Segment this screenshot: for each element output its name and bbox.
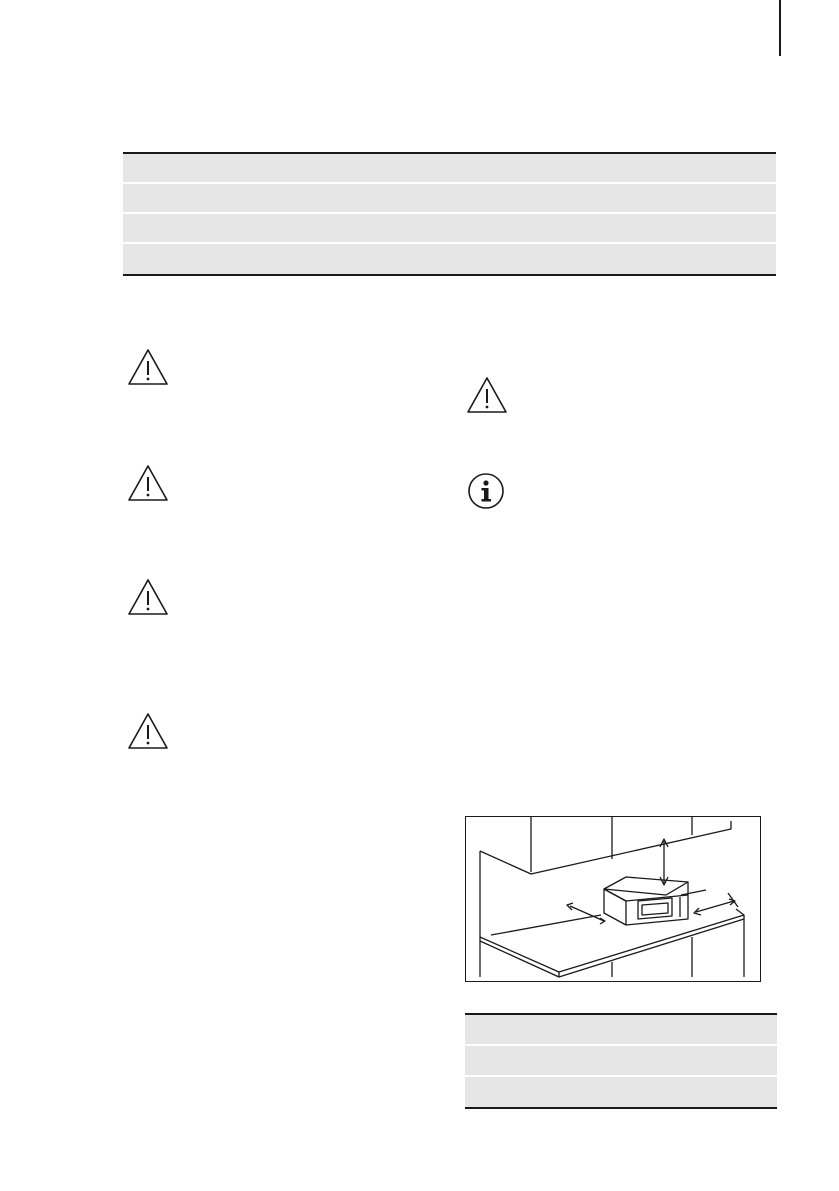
warning-icon [466,376,508,414]
table-row [123,184,776,214]
installation-clearance-figure [465,816,761,982]
table-row [465,1077,777,1109]
table-row [465,1015,777,1046]
warning-icon [127,578,169,616]
table-row [123,154,776,184]
warning-icon [127,712,169,750]
table-row [123,244,776,276]
warning-icon [127,464,169,502]
table-row [123,214,776,244]
clearance-table [465,1013,777,1109]
installation-illustration [466,817,762,983]
crop-mark [779,0,781,56]
specifications-table [123,152,776,276]
info-icon [467,472,505,510]
warning-icon [127,348,169,386]
table-row [465,1046,777,1077]
